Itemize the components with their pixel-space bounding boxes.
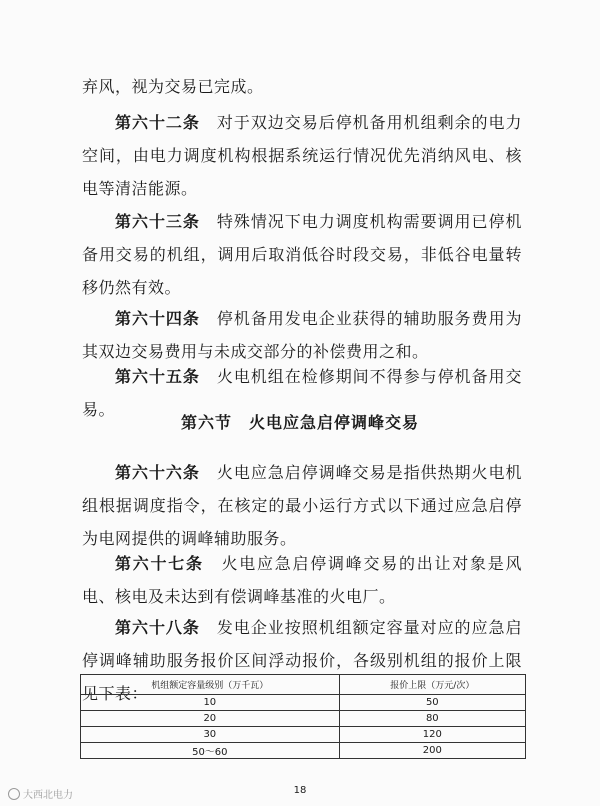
table-row [81, 743, 526, 759]
article-number: 第六十三条 [115, 212, 200, 231]
price-cap-table [80, 674, 526, 759]
table-header-capacity: 机组额定容量级别（万千瓦） [81, 675, 340, 695]
table-cell-price-cap: 50 [339, 695, 525, 711]
watermark-text: 大西北电力 [23, 790, 73, 801]
table-cell-capacity: 30 [81, 727, 340, 743]
article-number: 第六十二条 [115, 113, 200, 132]
paragraph-continuation [82, 70, 522, 103]
table-header-row [81, 675, 526, 695]
table-header-price-cap: 报价上限（万元/次） [339, 675, 525, 695]
article-text: 特殊情况下电力调度机构需要调用已停机备用交易的机组，调用后取消低谷时段交易，非低谷电量转移仍然有效。 [82, 212, 522, 297]
article-text: 火电应急启停调峰交易是指供热期火电机组根据调度指令，在核定的最小运行方式以下通过应急启停为电网提供的调峰辅助服务。 [82, 463, 522, 548]
article-number: 第六十七条 [115, 554, 204, 573]
table-row [81, 711, 526, 727]
table-cell-capacity: 50～60 [81, 743, 340, 759]
article-number: 第六十八条 [115, 618, 200, 637]
watermark [8, 786, 73, 801]
page-number: 18 [293, 785, 307, 796]
weibo-icon [8, 788, 20, 800]
table-cell-capacity: 10 [81, 695, 340, 711]
article-text: 停机备用发电企业获得的辅助服务费用为其双边交易费用与未成交部分的补偿费用之和。 [82, 309, 522, 361]
article-text: 发电企业按照机组额定容量对应的应急启停调峰辅助服务报价区间浮动报价，各级别机组的报价上限见下表： [82, 618, 522, 703]
section-heading: 第六节 火电应急启停调峰交易 [180, 413, 419, 432]
table-cell-price-cap: 200 [339, 743, 525, 759]
paragraph-text: 弃风，视为交易已完成。 [82, 77, 264, 96]
article-67 [82, 547, 522, 613]
article-text: 火电应急启停调峰交易的出让对象是风电、核电及未达到有偿调峰基准的火电厂。 [82, 554, 522, 606]
table-row [81, 695, 526, 711]
article-text: 火电机组在检修期间不得参与停机备用交易。 [82, 367, 522, 419]
article-number: 第六十六条 [115, 463, 200, 482]
table-cell-capacity: 20 [81, 711, 340, 727]
table-cell-price-cap: 80 [339, 711, 525, 727]
article-64 [82, 302, 522, 368]
table-row [81, 727, 526, 743]
article-62 [82, 106, 522, 205]
article-66 [82, 456, 522, 555]
article-63 [82, 205, 522, 304]
article-number: 第六十四条 [115, 309, 200, 328]
article-text: 对于双边交易后停机备用机组剩余的电力空间，由电力调度机构根据系统运行情况优先消纳风电、核电等清洁能源。 [82, 113, 522, 198]
table-cell-price-cap: 120 [339, 727, 525, 743]
article-number: 第六十五条 [115, 367, 200, 386]
